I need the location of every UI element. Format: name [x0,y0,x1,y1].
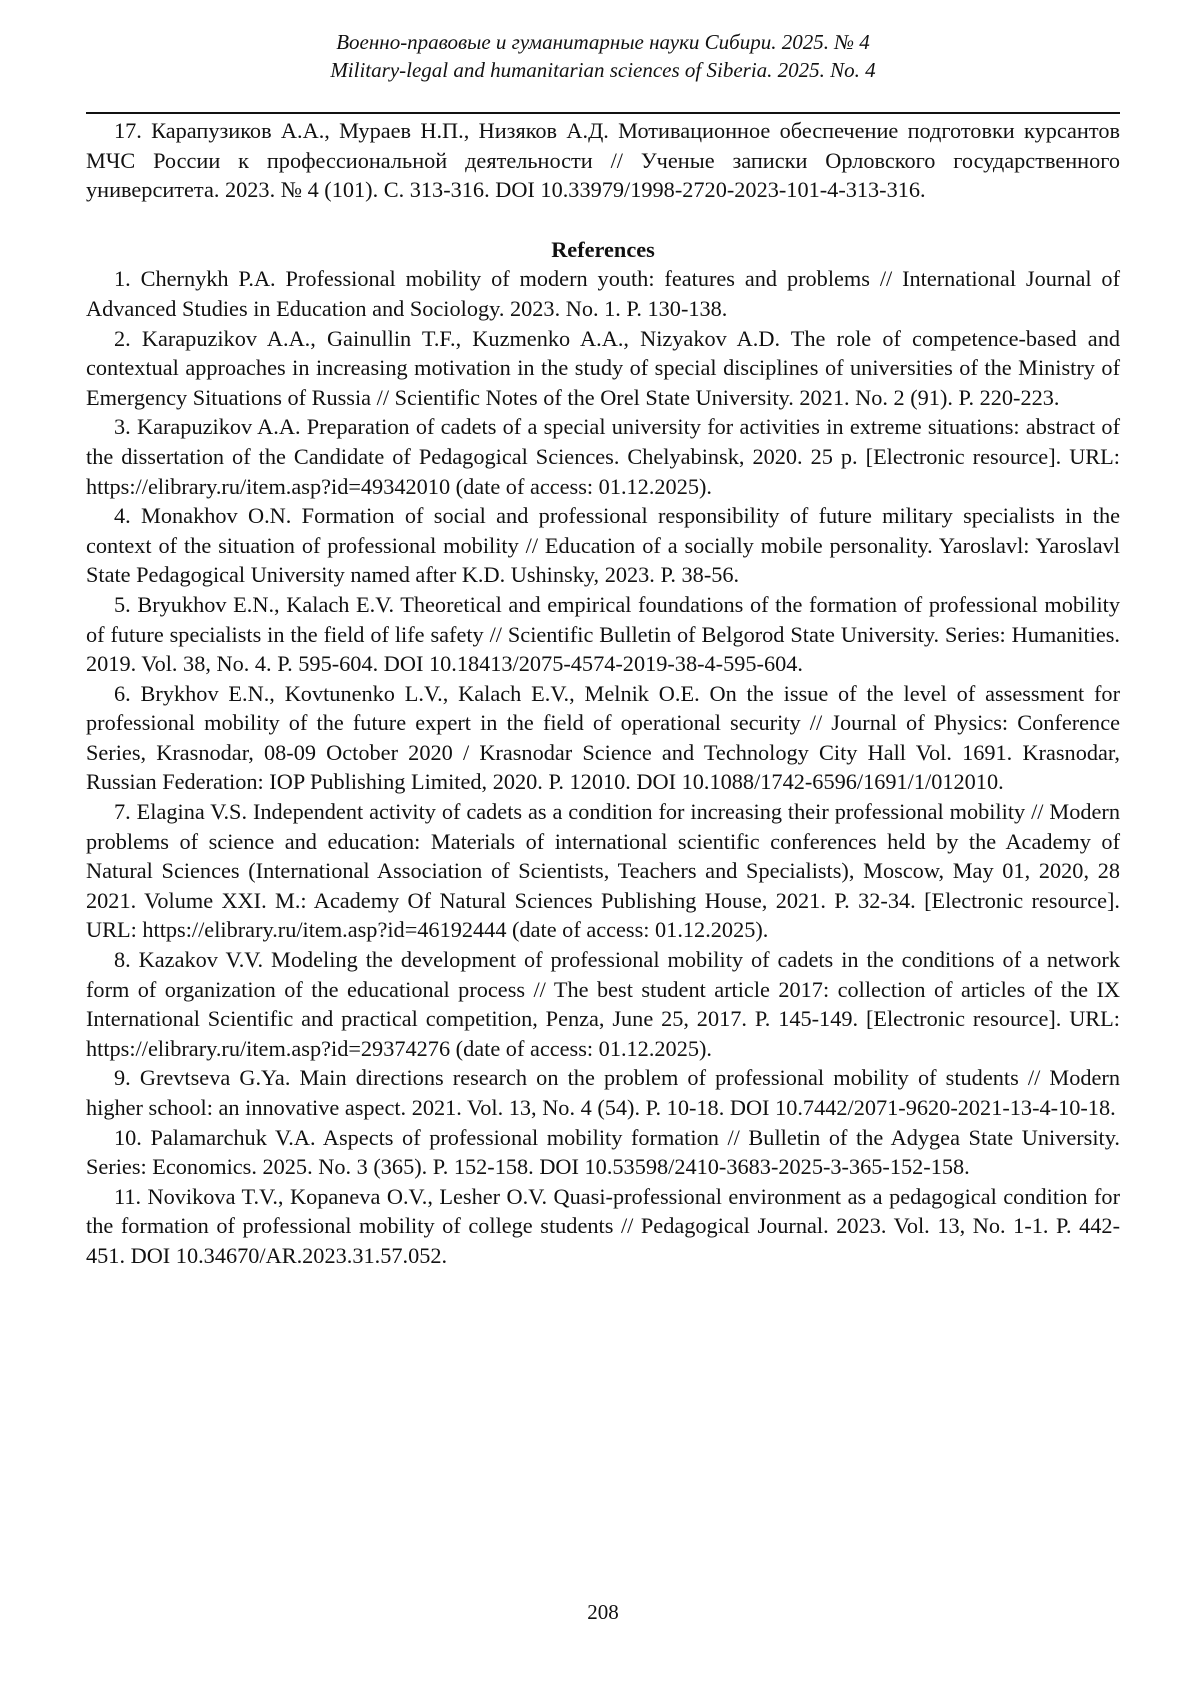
journal-title-en: Military-legal and humanitarian sciences of Siberia. 2025. No. 4 [330,58,876,82]
page-number: 208 [587,1600,619,1624]
reference-list [86,264,1120,1270]
reference-item-6: 6. Brykhov E.N., Kovtunenko L.V., Kalach E.V., Melnik O.E. On the issue of the level of assessment for professional mobility of the future expert in the field of operational security // Journal of Physics: Conference Series, Krasnodar, 08-09 October 2020 / Krasnodar Science and Technology City Hall Vol. 1691. Krasnodar, Russian Federation: IOP Publishing Limited, 2020. P. 12010. DOI 10.1088/1742-6596/1691/1/012010. [86,680,1120,795]
reference-item-8: 8. Kazakov V.V. Modeling the development of professional mobility of cadets in the conditions of a network form of organization of the educational process // The best student article 2017: collection of articles of the IX International Scientific and practical competition, Penza, June 25, 2017. P. 145-149. [Electronic resource]. URL: https://elibrary.ru/item.asp?id=29374276 (date of access: 01.12.2025). [86,947,1120,1061]
previous-reference-entry: 17. Карапузиков А.А., Мураев Н.П., Низяков А.Д. Мотивационное обеспечение подготовки курсантов МЧС России к профессиональной деятельности // Ученые записки Орловского государственного университета. 2023. № 4 (101). С. 313-316. DOI 10.33979/1998-2720-2023-101-4-313-316. [86,118,1120,203]
reference-item-1: 1. Chernykh P.A. Professional mobility of modern youth: features and problems // International Journal of Advanced Studies in Education and Sociology. 2023. No. 1. P. 130-138. [86,266,1120,321]
header-divider [86,112,1120,114]
references-heading: References [551,236,655,262]
reference-item-5: 5. Bryukhov E.N., Kalach E.V. Theoretical and empirical foundations of the formation of professional mobility of future specialists in the field of life safety // Scientific Bulletin of Belgorod State University. Series: Humanities. 2019. Vol. 38, No. 4. P. 595-604. DOI 10.18413/2075-4574-2019-38-4-595-604. [86,591,1120,677]
journal-title-ru: Военно-правовые и гуманитарные науки Сибири. 2025. № 4 [336,30,870,54]
reference-item-11: 11. Novikova T.V., Kopaneva O.V., Lesher O.V. Quasi-professional environment as a pedagogical condition for the formation of professional mobility of college students // Pedagogical Journal. 2023. Vol. 13, No. 1-1. P. 442-451. DOI 10.34670/AR.2023.31.57.052. [86,1183,1120,1268]
reference-item-10: 10. Palamarchuk V.A. Aspects of professional mobility formation // Bulletin of the Adygea State University. Series: Economics. 2025. No. 3 (365). P. 152-158. DOI 10.53598/2410-3683-2025-3-365-152-158. [86,1124,1120,1180]
reference-item-4: 4. Monakhov O.N. Formation of social and professional responsibility of future military specialists in the context of the situation of professional mobility // Education of a socially mobile personality. Yaroslavl: Yaroslavl State Pedagogical University named after K.D. Ushinsky, 2023. P. 38-56. [86,503,1120,588]
reference-item-3: 3. Karapuzikov A.A. Preparation of cadets of a special university for activities in extreme situations: abstract of the dissertation of the Candidate of Pedagogical Sciences. Chelyabinsk, 2020. 25 p. [Electronic resource]. URL: https://elibrary.ru/item.asp?id=49342010 (date of access: 01.12.2025). [86,414,1120,499]
reference-item-7: 7. Elagina V.S. Independent activity of cadets as a condition for increasing their professional mobility // Modern problems of science and education: Materials of international scientific conferences held by the Academy of Natural Sciences (International Association of Scientists, Teachers and Specialists), Moscow, May 01, 2020, 28 2021. Volume XXI. M.: Academy Of Natural Sciences Publishing House, 2021. P. 32-34. [Electronic resource]. URL: https://elibrary.ru/item.asp?id=46192444 (date of access: 01.12.2025). [86,799,1120,943]
reference-item-9: 9. Grevtseva G.Ya. Main directions research on the problem of professional mobility of students // Modern higher school: an innovative aspect. 2021. Vol. 13, No. 4 (54). P. 10-18. DOI 10.7442/2071-9620-2021-13-4-10-18. [86,1065,1120,1120]
body-text [86,116,1120,1271]
running-header [86,28,1120,84]
reference-item-2: 2. Karapuzikov A.A., Gainullin T.F., Kuzmenko A.A., Nizyakov A.D. The role of competence-based and contextual approaches in increasing motivation in the study of special disciplines of universities of the Ministry of Emergency Situations of Russia // Scientific Notes of the Orel State University. 2021. No. 2 (91). P. 220-223. [86,325,1120,410]
